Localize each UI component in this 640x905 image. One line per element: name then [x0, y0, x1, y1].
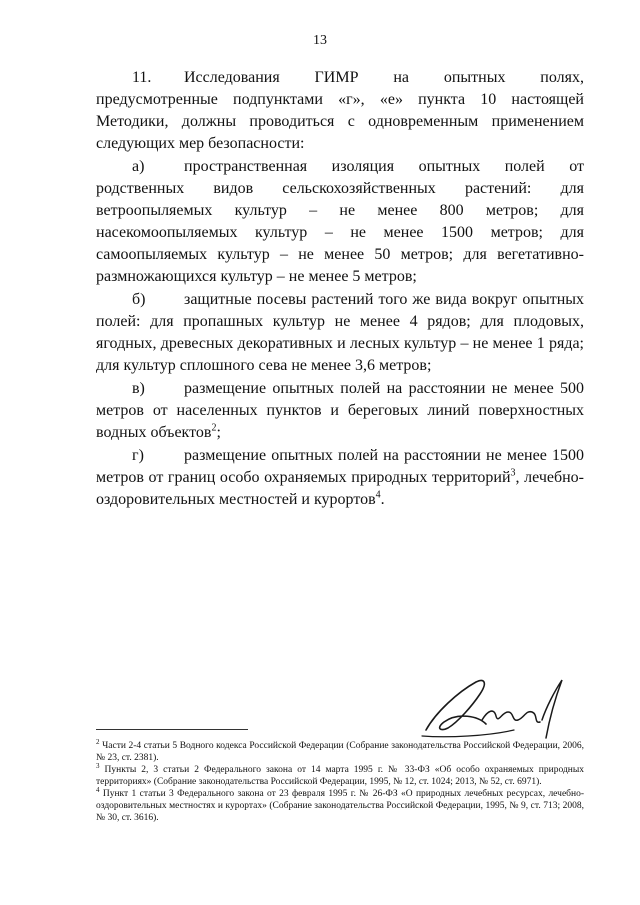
footnote-number: 2	[96, 737, 100, 746]
subparagraph-marker: б)	[132, 291, 146, 308]
subparagraph-text: пространственная изоляция опытных полей от родственных видов сельскохозяйственных растений: для ветроопыляемых культур – не менее 800 метров; для насекомоопыляемых культур – не менее 1500 метров; для самоопыляемых культур – не менее 50 метров; для вегетативно-размножающихся культур – не менее 5 метров;	[96, 158, 584, 285]
footnote-ref[interactable]: 4	[375, 489, 381, 501]
footnote-3	[96, 762, 585, 788]
footnote-2	[96, 737, 585, 764]
subparagraph-a	[96, 156, 584, 288]
footnote-ref[interactable]: 3	[510, 467, 516, 479]
subparagraph-marker: а)	[132, 158, 145, 175]
subparagraph-b	[96, 289, 584, 377]
subparagraph-tail: .	[380, 491, 385, 508]
subparagraph-tail: ;	[216, 424, 221, 441]
footnotes	[96, 737, 585, 825]
footnote-text: Части 2-4 статьи 5 Водного кодекса Российской Федерации (Собрание законодательства Российской Федерации, 2006, № 23, ст. 2381).	[96, 741, 585, 763]
footnote-text: Пункт 1 статьи 3 Федерального закона от 23 февраля 1995 г. № 26-ФЗ «О природных лечебных ресурсах, лечебно-оздоровительных местностях и курортах» (Собрание законодательства Российской Федерации, 1995, № 9, ст. 713; 2008, № 30, ст. 3616).	[96, 789, 584, 823]
body-text	[96, 67, 584, 512]
handwritten-signature	[418, 672, 568, 747]
paragraph-marker: 11.	[132, 69, 152, 86]
page-number: 13	[313, 33, 327, 48]
subparagraph-marker: в)	[132, 380, 145, 397]
footnote-divider	[96, 729, 248, 730]
paragraph-11	[96, 67, 584, 155]
subparagraph-marker: г)	[132, 447, 144, 464]
subparagraph-text: защитные посевы растений того же вида вокруг опытных полей: для пропашных культур не менее 4 рядов; для плодовых, ягодных, древесных декоративных и лесных культур – не менее 1 ряда; для культур сплошного сева не менее 3,6 метров;	[96, 291, 584, 374]
subparagraph-text: размещение опытных полей на расстоянии не менее 500 метров от населенных пунктов и береговых линий поверхностных водных объектов	[96, 380, 584, 441]
footnote-text: Пункты 2, 3 статьи 2 Федерального закона от 14 марта 1995 г. № 33-ФЗ «Об особо охраняемых природных территориях» (Собрание законодательства Российской Федерации, 1995, № 12, ст. 1024; 2013, № 52, ст. 6971).	[96, 765, 585, 787]
footnote-ref[interactable]: 2	[211, 422, 217, 434]
subparagraph-text: размещение опытных полей на расстоянии не менее 1500 метров от границ особо охраняемых природных территорий	[96, 447, 584, 486]
subparagraph-g	[96, 445, 584, 511]
footnote-number: 4	[96, 786, 100, 795]
paragraph-text: Исследования ГИМР на опытных полях, предусмотренные подпунктами «г», «е» пункта 10 настоящей Методики, должны проводиться с одновременным применением следующих мер безопасности:	[96, 69, 584, 152]
footnote-number: 3	[96, 762, 100, 771]
subparagraph-v	[96, 378, 584, 444]
footnote-4	[96, 786, 584, 824]
subparagraph-text-continued: , лечебно-оздоровительных местностей и курортов	[96, 469, 584, 508]
